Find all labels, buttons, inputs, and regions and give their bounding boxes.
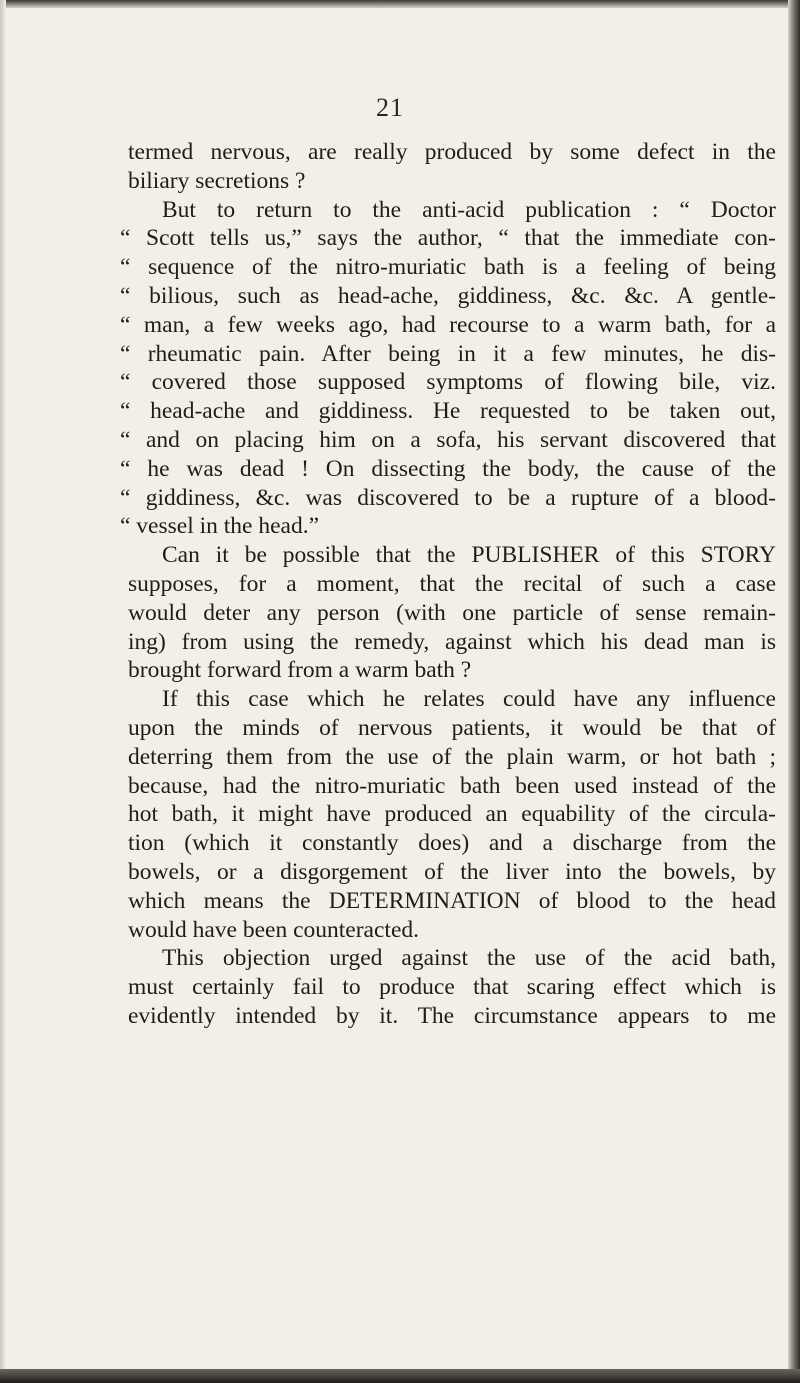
text-line: Can it be possible that the PUBLISHER of this STORY <box>162 542 776 569</box>
text-line: “ man, a few weeks ago, had recourse to a warm bath, for a <box>120 311 776 338</box>
text-line: “ he was dead ! On dissecting the body, the cause of the <box>120 455 776 482</box>
text-line: evidently intended by it. The circumstance appears to me <box>128 1002 776 1029</box>
page-bottom-edge <box>0 1369 800 1383</box>
text-line: must certainly fail to produce that scaring effect which is <box>128 974 776 1001</box>
text-line: “ covered those supposed symptoms of flowing bile, viz. <box>120 369 776 396</box>
text-line: because, had the nitro-muriatic bath been used instead of the <box>128 772 776 799</box>
page-top-shadow <box>0 0 800 8</box>
text-line: “ rheumatic pain. After being in it a few minutes, he dis- <box>120 340 776 367</box>
text-line: bowels, or a disgorgement of the liver into the bowels, by <box>128 858 776 885</box>
text-line: would have been counteracted. <box>128 916 420 943</box>
text-line: “ giddiness, &c. was discovered to be a rupture of a blood- <box>120 484 776 511</box>
text-line: termed nervous, are really produced by some defect in the <box>128 139 776 165</box>
text-line: which means the DETERMINATION of blood to the head <box>128 887 776 914</box>
text-line: This objection urged against the use of the acid bath, <box>162 945 776 972</box>
text-line: “ vessel in the head.” <box>120 513 320 540</box>
text-line: But to return to the anti-acid publication : “ Doctor <box>162 196 776 223</box>
text-line: “ Scott tells us,” says the author, “ that the immediate con- <box>120 225 776 252</box>
text-line: would deter any person (with one particle of sense remain- <box>128 599 776 626</box>
text-line: “ and on placing him on a sofa, his servant discovered that <box>120 426 776 453</box>
text-line: “ sequence of the nitro-muriatic bath is a feeling of being <box>120 254 776 281</box>
text-line: tion (which it constantly does) and a discharge from the <box>128 830 776 857</box>
text-line: ing) from using the remedy, against which his dead man is <box>128 628 776 655</box>
text-line: brought forward from a warm bath ? <box>128 657 472 684</box>
text-line: deterring them from the use of the plain warm, or hot bath ; <box>128 743 776 770</box>
text-line: “ bilious, such as head-ache, giddiness, &c. &c. A gentle- <box>120 282 776 309</box>
body-text <box>120 138 776 1031</box>
text-line: upon the minds of nervous patients, it would be that of <box>128 714 776 741</box>
text-line: hot bath, it might have produced an equability of the circula- <box>128 801 776 828</box>
text-line: biliary secretions ? <box>128 167 306 194</box>
page-number: 21 <box>376 93 404 122</box>
text-line: “ head-ache and giddiness. He requested to be taken out, <box>120 398 776 425</box>
page-right-edge <box>788 0 800 1383</box>
page-left-edge <box>0 0 6 1383</box>
text-line: supposes, for a moment, that the recital of such a case <box>128 570 776 597</box>
text-line: If this case which he relates could have any influence <box>162 686 776 713</box>
